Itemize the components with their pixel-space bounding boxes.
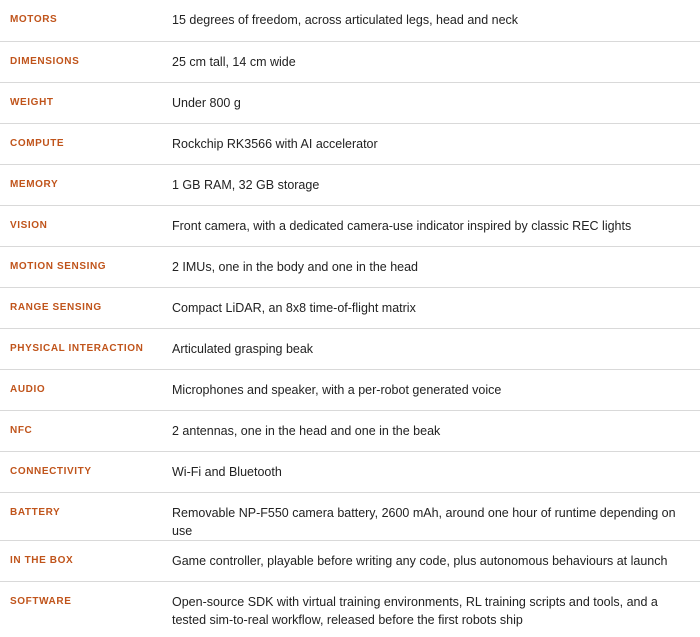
spec-label: COMPUTE [10, 137, 65, 149]
spec-label: SOFTWARE [10, 595, 72, 607]
spec-value: 2 IMUs, one in the body and one in the head [172, 259, 419, 274]
spec-row-weight [0, 82, 700, 123]
spec-row-in-the-box [0, 540, 700, 581]
spec-row-range-sensing [0, 287, 700, 328]
spec-value: 15 degrees of freedom, across articulated legs, head and neck [172, 13, 519, 27]
spec-value: Game controller, playable before writing any code, plus autonomous behaviours at launch [172, 553, 668, 568]
spec-value: Articulated grasping beak [172, 341, 314, 356]
spec-value: Wi-Fi and Bluetooth [172, 464, 282, 479]
spec-row-battery [0, 492, 700, 540]
spec-value: 2 antennas, one in the head and one in the beak [172, 423, 441, 438]
spec-value: Under 800 g [172, 95, 241, 110]
spec-row-software [0, 581, 700, 637]
spec-row-motors [0, 0, 700, 41]
spec-value: Rockchip RK3566 with AI accelerator [172, 136, 378, 151]
spec-label: PHYSICAL INTERACTION [10, 342, 144, 354]
spec-label: AUDIO [10, 383, 46, 395]
spec-label: MOTION SENSING [10, 260, 107, 272]
spec-label: BATTERY [10, 506, 61, 518]
spec-row-vision [0, 205, 700, 246]
spec-row-compute [0, 123, 700, 164]
spec-row-dimensions [0, 41, 700, 82]
spec-label: CONNECTIVITY [10, 465, 92, 477]
spec-row-connectivity [0, 451, 700, 492]
spec-label: WEIGHT [10, 96, 54, 108]
spec-row-motion-sensing [0, 246, 700, 287]
spec-value: Removable NP-F550 camera battery, 2600 mAh, around one hour of runtime depending on use [172, 505, 676, 538]
spec-row-audio [0, 369, 700, 410]
spec-value: Compact LiDAR, an 8x8 time-of-flight matrix [172, 300, 416, 315]
spec-label: RANGE SENSING [10, 301, 102, 313]
spec-row-physical-interaction [0, 328, 700, 369]
spec-label: DIMENSIONS [10, 55, 80, 67]
spec-value: 25 cm tall, 14 cm wide [172, 54, 296, 69]
spec-label: MEMORY [10, 178, 59, 190]
spec-value: Microphones and speaker, with a per-robot generated voice [172, 382, 502, 397]
spec-label: IN THE BOX [10, 554, 74, 566]
spec-label: MOTORS [10, 14, 58, 25]
spec-row-memory [0, 164, 700, 205]
spec-label: NFC [10, 424, 33, 436]
spec-value: Open-source SDK with virtual training environments, RL training scripts and tools, and a tested sim-to-real workflow, released before the first robots ship [172, 594, 658, 627]
spec-value: Front camera, with a dedicated camera-use indicator inspired by classic REC lights [172, 218, 632, 233]
spec-value: 1 GB RAM, 32 GB storage [172, 177, 320, 192]
spec-label: VISION [10, 219, 48, 231]
spec-row-nfc [0, 410, 700, 451]
